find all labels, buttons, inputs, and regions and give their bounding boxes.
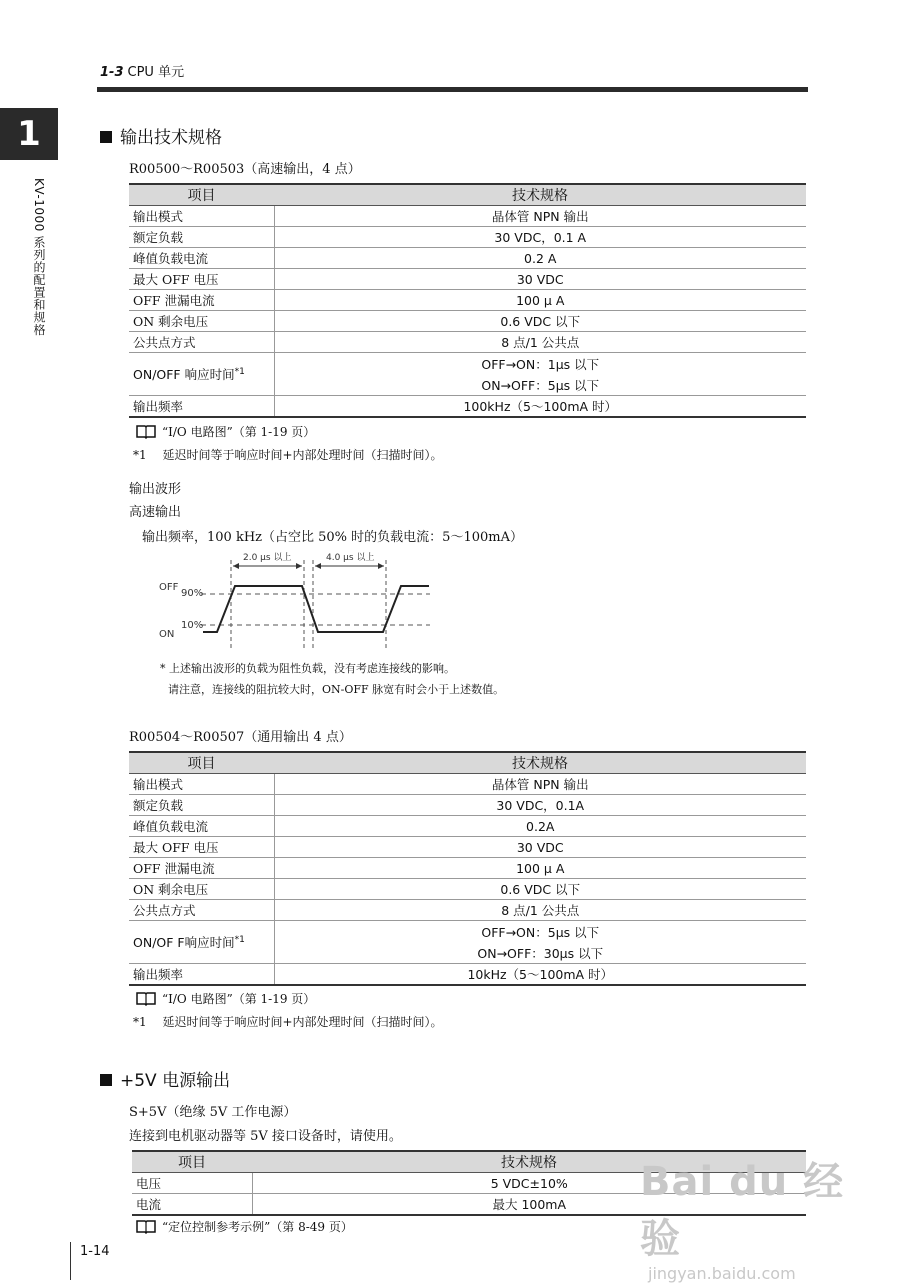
row-item: 输出频率 [129,396,274,418]
footnote-mark: *1 [133,1015,147,1029]
table2 [129,751,806,986]
row-value: 8 点/1 公共点 [274,900,806,921]
table-row [129,248,806,269]
label-off: OFF [159,582,179,593]
footnote-ref: *1 [234,934,245,945]
waveform-subheading: 高速输出 [129,505,182,520]
table1 [129,183,806,418]
table-row [129,206,806,227]
output-spec-heading-text: 输出技术规格 [120,128,222,148]
response-item-text: ON/OFF 响应时间 [133,367,235,382]
column-header-item: 项目 [132,1151,252,1173]
watermark [640,1150,860,1283]
dim-label-2: 4.0 μs 以上 [326,553,375,563]
section-title: CPU 单元 [127,65,185,80]
row-item: 输出模式 [129,206,274,227]
row-item: 公共点方式 [129,332,274,353]
watermark-url: jingyan.baidu.com [648,1264,796,1283]
row-value: 0.2A [274,816,806,837]
table-row [129,353,806,375]
power-output-heading-text: +5V 电源输出 [120,1071,231,1091]
ref-text: “定位控制参考示例”（第 8-49 页） [162,1220,353,1234]
row-item: 最大 OFF 电压 [129,837,274,858]
row-item: OFF 泄漏电流 [129,290,274,311]
row-value: ON→OFF：30μs 以下 [274,942,806,964]
table1-footnote [133,446,443,463]
column-header-item: 项目 [129,752,274,774]
waveform-desc: 输出频率，100 kHz（占空比 50% 时的负载电流：5～100mA） [142,530,523,545]
table-row [129,290,806,311]
table-row [129,332,806,353]
table-row [129,774,806,795]
row-item: 公共点方式 [129,900,274,921]
row-value: 0.2 A [274,248,806,269]
row-item: 额定负载 [129,227,274,248]
ref-text: “I/O 电路图”（第 1-19 页） [162,425,316,439]
output-waveform [203,586,429,632]
row-item: 最大 OFF 电压 [129,269,274,290]
table-row [129,396,806,418]
row-value: 10kHz（5～100mA 时） [274,964,806,986]
row-value: 0.6 VDC 以下 [274,879,806,900]
row-item-response [129,353,274,396]
square-bullet-icon [100,131,112,143]
row-value: 晶体管 NPN 输出 [274,206,806,227]
row-item: 峰值负载电流 [129,248,274,269]
column-header-spec: 技术规格 [252,1151,806,1173]
page-number: 1-14 [80,1244,110,1259]
table-row [129,879,806,900]
power-caption: S+5V（绝缘 5V 工作电源） [129,1105,297,1120]
row-item: OFF 泄漏电流 [129,858,274,879]
waveform-note-1: * 上述输出波形的负载为阻性负载，没有考虑连接线的影响。 [160,662,455,675]
column-header-spec: 技术规格 [274,752,806,774]
book-icon [136,1219,156,1234]
label-10: 10% [181,620,204,631]
column-header-spec: 技术规格 [274,184,806,206]
chapter-side-title: KV-1000 系列的配置和规格 [32,178,46,337]
row-value: 30 VDC，0.1A [274,795,806,816]
table-row [129,921,806,943]
output-spec-heading [100,123,222,148]
row-value: 100kHz（5～100mA 时） [274,396,806,418]
ref-text: “I/O 电路图”（第 1-19 页） [162,992,316,1006]
power-output-heading [100,1066,230,1091]
table-row [129,858,806,879]
column-header-item: 项目 [129,184,274,206]
row-value: 5 VDC±10% [252,1173,806,1194]
book-icon [136,991,156,1006]
row-item-response [129,921,274,964]
footer-rule [70,1242,71,1280]
row-item: 额定负载 [129,795,274,816]
row-value: 0.6 VDC 以下 [274,311,806,332]
table2-caption: R00504～R00507（通用输出 4 点） [129,730,352,745]
table-row [129,964,806,986]
dim-label-1: 2.0 μs 以上 [243,553,292,563]
power-ref[interactable] [136,1218,353,1235]
row-value: 8 点/1 公共点 [274,332,806,353]
row-item: 峰值负载电流 [129,816,274,837]
row-item: ON 剩余电压 [129,311,274,332]
table-row [129,269,806,290]
header-rule [97,87,808,92]
watermark-brand: Bai du 经验 [640,1159,845,1262]
row-value: 100 μ A [274,290,806,311]
row-item: 电压 [132,1173,252,1194]
waveform-note-2: 请注意，连接线的阻抗较大时，ON-OFF 脉宽有时会小于上述数值。 [168,683,505,696]
table1-caption: R00500～R00503（高速输出，4 点） [129,162,361,177]
table2-footnote [133,1013,443,1030]
table2-ref[interactable] [136,990,315,1007]
row-value: 100 μ A [274,858,806,879]
row-value: 最大 100mA [252,1194,806,1216]
row-value: OFF→ON：1μs 以下 [481,356,600,372]
row-value: 30 VDC，0.1 A [274,227,806,248]
table-row [129,837,806,858]
footnote-text: 延迟时间等于响应时间+内部处理时间（扫描时间）。 [162,1015,443,1029]
footnote-text: 延迟时间等于响应时间+内部处理时间（扫描时间）。 [162,448,443,462]
row-value: ON→OFF：5μs 以下 [274,374,806,396]
table-row [129,795,806,816]
page-header [100,61,184,80]
waveform-heading: 输出波形 [129,482,182,497]
row-item: ON 剩余电压 [129,879,274,900]
label-90: 90% [181,588,204,599]
table-header-row [129,184,806,206]
label-on: ON [159,629,175,640]
footnote-mark: *1 [133,448,147,462]
power-desc: 连接到电机驱动器等 5V 接口设备时，请使用。 [129,1129,402,1144]
row-value: OFF→ON：5μs 以下 [481,924,600,940]
section-number: 1-3 [100,65,124,80]
chapter-tab[interactable]: 1 [0,108,58,160]
table-row [129,311,806,332]
table-row [129,900,806,921]
table-row [129,227,806,248]
row-value: 30 VDC [274,269,806,290]
row-item: 电流 [132,1194,252,1216]
table-header-row [129,752,806,774]
row-value: 30 VDC [274,837,806,858]
book-icon [136,424,156,439]
table1-ref[interactable] [136,423,315,440]
row-item: 输出频率 [129,964,274,986]
waveform-diagram [155,550,445,650]
footnote-ref: *1 [234,366,245,377]
row-item: 输出模式 [129,774,274,795]
square-bullet-icon [100,1074,112,1086]
table-row [129,816,806,837]
response-item-text: ON/OF F响应时间 [133,935,235,950]
row-value: 晶体管 NPN 输出 [274,774,806,795]
